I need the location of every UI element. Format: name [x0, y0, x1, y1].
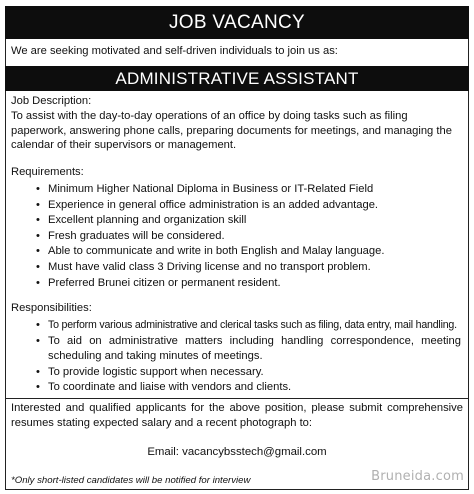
content-body — [11, 94, 461, 396]
list-item — [11, 380, 461, 396]
bullet-icon: • — [36, 214, 40, 227]
requirement-text: Able to communicate and write in both English and Malay language. — [48, 245, 385, 258]
bullet-icon: • — [36, 260, 40, 273]
bullet-icon: • — [36, 334, 40, 347]
list-item — [11, 318, 461, 334]
list-item — [11, 244, 461, 260]
list-item — [11, 260, 461, 276]
bullet-icon: • — [36, 318, 40, 331]
bullet-icon: • — [36, 245, 40, 258]
requirements-list — [11, 182, 461, 291]
bullet-icon: • — [36, 365, 40, 378]
list-item — [11, 365, 461, 381]
responsibility-text: To aid on administrative matters including handling correspondence, meeting scheduling and taking minutes of meetings. — [48, 334, 461, 363]
position-title: ADMINISTRATIVE ASSISTANT — [5, 66, 469, 91]
list-item — [11, 213, 461, 229]
bullet-icon: • — [36, 229, 40, 242]
requirements-label: Requirements: — [11, 166, 84, 179]
bullet-icon: • — [36, 182, 40, 195]
requirement-text: Preferred Brunei citizen or permanent resident. — [48, 276, 281, 289]
contact-email[interactable]: Email: vacancybsstech@gmail.com — [147, 446, 327, 458]
requirement-text: Excellent planning and organization skill — [48, 214, 247, 227]
requirement-text: Must have valid class 3 Driving license and no transport problem. — [48, 260, 371, 273]
job-description-text: To assist with the day-to-day operations of an office by doing tasks such as filing paperwork, answering phone calls, preparing documents for meetings, and managing the calendar of their supervisors or management. — [11, 109, 452, 152]
list-item — [11, 229, 461, 245]
intro-text: We are seeking motivated and self-driven individuals to join us as: — [11, 45, 338, 57]
list-item — [11, 198, 461, 214]
requirement-text: Experience in general office administration is an added advantage. — [48, 198, 379, 211]
section-divider — [5, 398, 469, 399]
list-item — [11, 276, 461, 292]
list-item — [11, 182, 461, 198]
responsibility-text: To coordinate and liaise with vendors and clients. — [48, 381, 292, 394]
responsibility-text: To perform various administrative and clerical tasks such as filing, data entry, mail handling. — [48, 318, 457, 331]
footnote: *Only short-listed candidates will be notified for interview — [11, 475, 251, 486]
bullet-icon: • — [36, 381, 40, 394]
bullet-icon: • — [36, 198, 40, 211]
requirement-text: Fresh graduates will be considered. — [48, 229, 225, 242]
closing-text: Interested and qualified applicants for the above position, please submit comprehensive resumes stating expected salary and a recent photograph to: — [11, 402, 463, 429]
bullet-icon: • — [36, 276, 40, 289]
responsibilities-list — [11, 318, 461, 396]
responsibilities-label: Responsibilities: — [11, 302, 92, 315]
watermark: Bruneida.com — [371, 469, 464, 484]
job-description-label: Job Description: — [11, 95, 92, 107]
requirement-text: Minimum Higher National Diploma in Business or IT-Related Field — [48, 182, 374, 195]
page-title: JOB VACANCY — [5, 6, 469, 39]
responsibility-text: To provide logistic support when necessary. — [48, 365, 264, 378]
list-item — [11, 334, 461, 365]
